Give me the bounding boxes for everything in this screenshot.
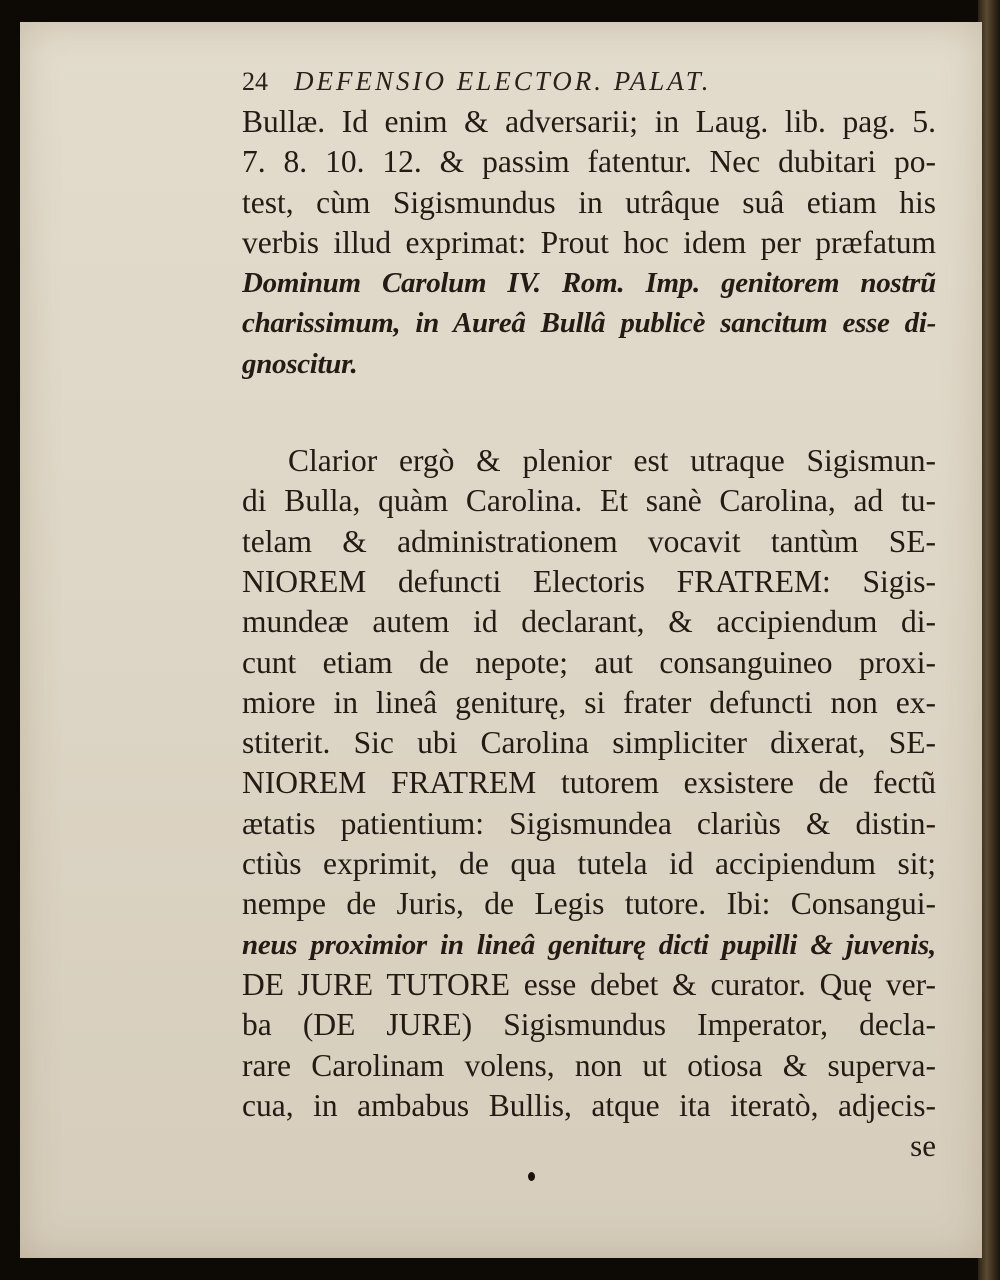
text-line: stiterit. Sic ubi Carolina simpliciter dixerat, SE- (242, 725, 936, 761)
text-line: Clarior ergò & plenior est utraque Sigismun- (288, 443, 936, 479)
text-line: di Bulla, quàm Carolina. Et sanè Carolina, ad tu- (242, 483, 936, 519)
quoted-text-line: Dominum Carolum IV. Rom. Imp. genitorem nostrũ (242, 267, 936, 300)
paragraph-gap (242, 384, 936, 441)
text-line: nempe de Juris, de Legis tutore. Ibi: Consangui- (242, 886, 936, 922)
text-line: ætatis patientium: Sigismundea clariùs & distin- (242, 805, 936, 841)
text-line: mundeæ autem id declarant, & accipiendum di- (242, 604, 936, 640)
text-line: test, cùm Sigismundus in utrâque suâ etiam his (242, 184, 936, 220)
text-line: Bullæ. Id enim & adversarii; in Laug. lib. pag. 5. (242, 104, 936, 139)
catchword: se (910, 1128, 936, 1164)
text-line: cunt etiam de nepote; aut consanguineo proxi- (242, 644, 936, 680)
text-line: 7. 8. 10. 12. & passim fatentur. Nec dubitari po- (242, 144, 936, 180)
main-text (242, 102, 936, 1166)
text-line: cua, in ambabus Bullis, atque ita iteratò, adjecis- (242, 1087, 936, 1123)
text-line: NIOREM FRATREM tutorem exsistere de fectũ (242, 765, 936, 801)
running-head: DEFENSIO ELECTOR. PALAT. (294, 66, 712, 96)
quoted-text-line: gnoscitur. (242, 347, 358, 380)
book-page (20, 22, 982, 1258)
quoted-text-line: charissimum, in Aureâ Bullâ publicè sancitum esse di- (242, 307, 936, 340)
text-line: DE JURE TUTORE esse debet & curator. Quę ver- (242, 966, 936, 1002)
text-line: rare Carolinam volens, non ut otiosa & superva- (242, 1047, 936, 1083)
text-line: NIOREM defuncti Electoris FRATREM: Sigis- (242, 563, 936, 599)
text-line: ctiùs exprimit, de qua tutela id accipiendum sit; (242, 846, 936, 882)
text-line: miore in lineâ geniturę, si frater defuncti non ex- (242, 684, 936, 720)
page-header (242, 66, 712, 106)
quoted-text-line: neus proximior in lineâ geniturę dicti pupilli & juvenis, (242, 928, 936, 961)
text-line: telam & administrationem vocavit tantùm SE- (242, 523, 936, 559)
ink-speck (528, 1172, 535, 1181)
page-number: 24 (242, 67, 268, 96)
text-line: ba (DE JURE) Sigismundus Imperator, decla- (242, 1007, 936, 1043)
text-line: verbis illud exprimat: Prout hoc idem per præfatum (242, 224, 936, 260)
